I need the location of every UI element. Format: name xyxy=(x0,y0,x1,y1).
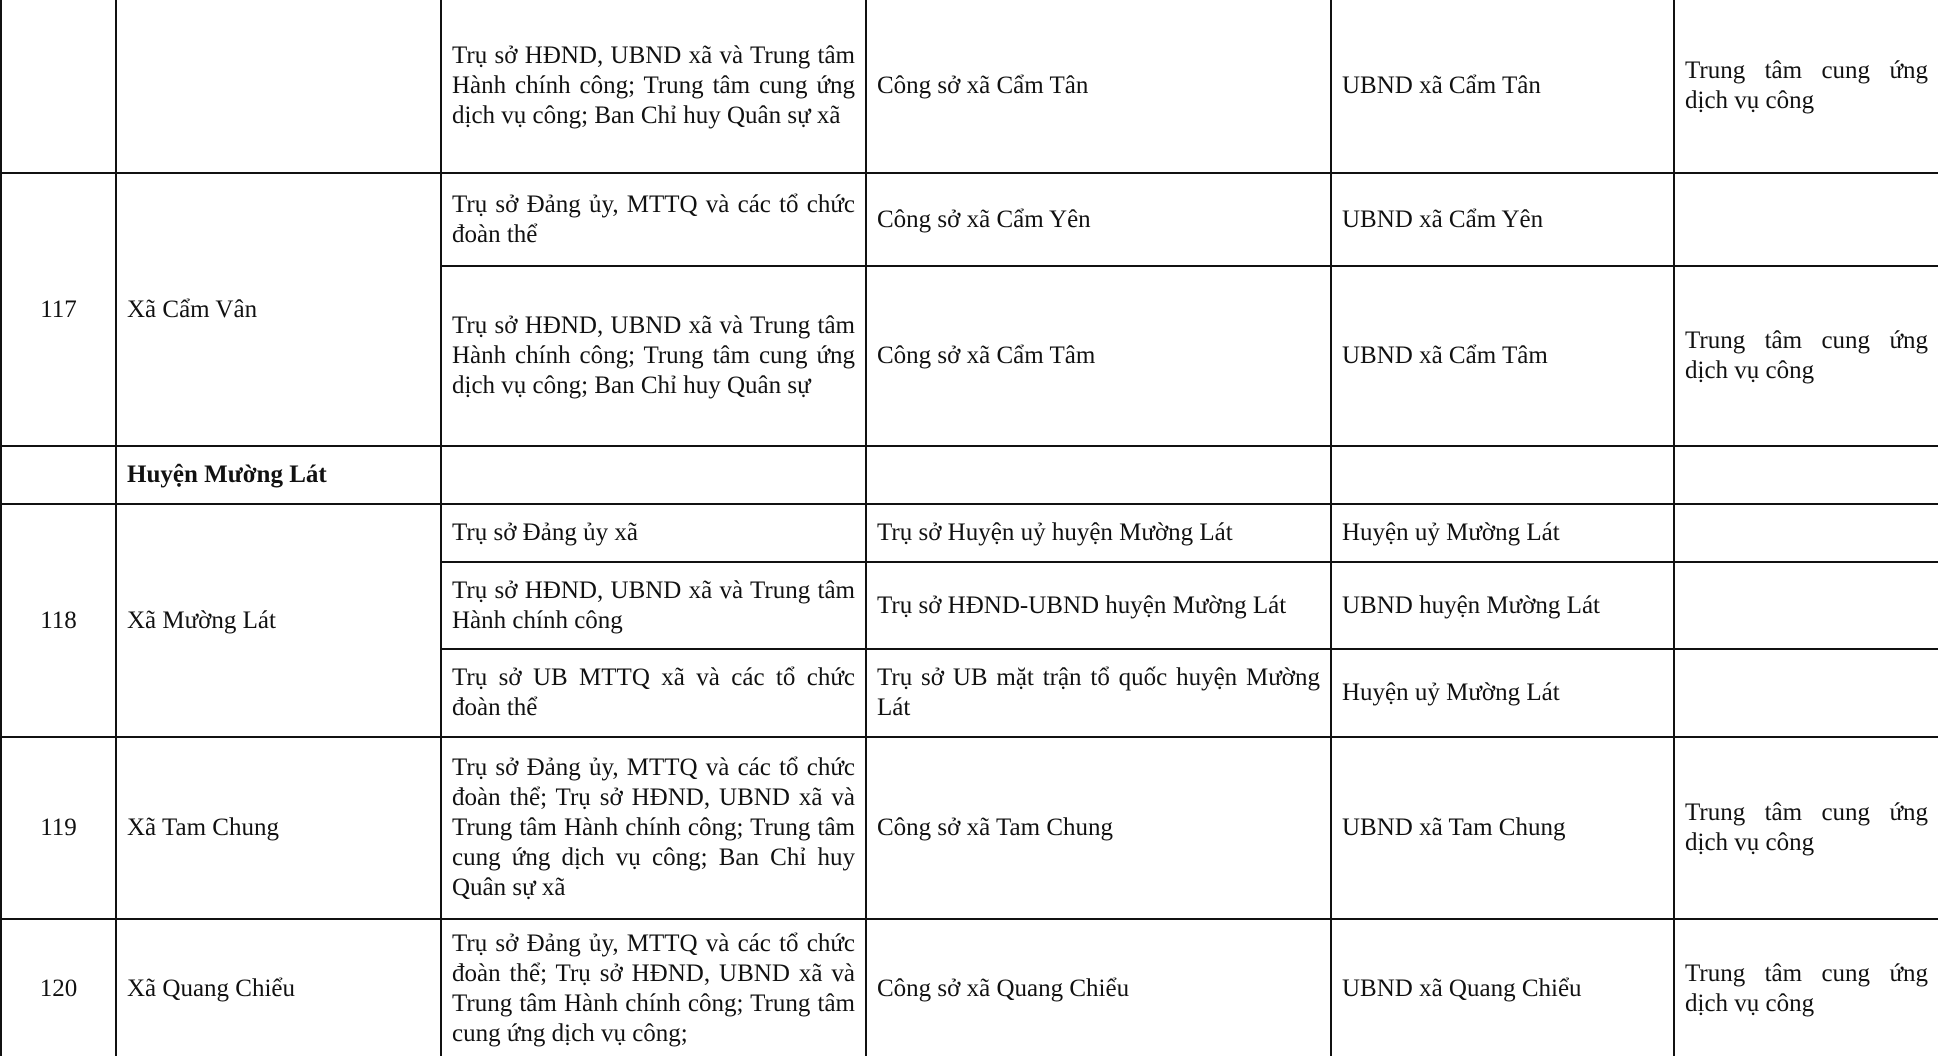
table-row xyxy=(1,504,1938,562)
facility-purpose-cell: Trụ sở Đảng ủy, MTTQ và các tổ chức đoàn thể; Trụ sở HĐND, UBND xã và Trung tâm Hành chính công; Trung tâm cung ứng dịch vụ công; Ban Chỉ huy Quân sự xã xyxy=(441,737,866,919)
note-cell xyxy=(1674,446,1938,504)
district-header-row xyxy=(1,446,1938,504)
current-building-cell: Trụ sở HĐND-UBND huyện Mường Lát xyxy=(866,562,1331,649)
table-row xyxy=(1,737,1938,919)
current-building-cell: Công sở xã Quang Chiểu xyxy=(866,919,1331,1056)
managing-unit-cell: Huyện uỷ Mường Lát xyxy=(1331,649,1674,737)
current-building-cell: Trụ sở Huyện uỷ huyện Mường Lát xyxy=(866,504,1331,562)
managing-unit-cell: UBND xã Cẩm Tâm xyxy=(1331,266,1674,446)
current-building-cell: Công sở xã Cẩm Tâm xyxy=(866,266,1331,446)
managing-unit-cell: UBND huyện Mường Lát xyxy=(1331,562,1674,649)
note-cell xyxy=(1674,173,1938,266)
table-row xyxy=(1,173,1938,266)
commune-name-cell xyxy=(116,0,441,173)
facility-purpose-cell: Trụ sở HĐND, UBND xã và Trung tâm Hành chính công; Trung tâm cung ứng dịch vụ công; Ban Chỉ huy Quân sự xyxy=(441,266,866,446)
managing-unit-cell: UBND xã Cẩm Tân xyxy=(1331,0,1674,173)
managing-unit-cell xyxy=(1331,446,1674,504)
note-cell xyxy=(1674,649,1938,737)
note-cell: Trung tâm cung ứng dịch vụ công xyxy=(1674,266,1938,446)
table-row xyxy=(1,0,1938,173)
current-building-cell: Trụ sở UB mặt trận tổ quốc huyện Mường Lát xyxy=(866,649,1331,737)
facility-purpose-cell: Trụ sở HĐND, UBND xã và Trung tâm Hành chính công; Trung tâm cung ứng dịch vụ công; Ban Chỉ huy Quân sự xã xyxy=(441,0,866,173)
row-number-cell xyxy=(1,0,116,173)
commune-name-cell: Xã Tam Chung xyxy=(116,737,441,919)
facility-purpose-cell: Trụ sở Đảng ủy, MTTQ và các tổ chức đoàn thể xyxy=(441,173,866,266)
note-cell xyxy=(1674,562,1938,649)
facility-purpose-cell: Trụ sở HĐND, UBND xã và Trung tâm Hành chính công xyxy=(441,562,866,649)
managing-unit-cell: Huyện uỷ Mường Lát xyxy=(1331,504,1674,562)
commune-name-cell: Xã Mường Lát xyxy=(116,504,441,737)
current-building-cell: Công sở xã Cẩm Yên xyxy=(866,173,1331,266)
note-cell: Trung tâm cung ứng dịch vụ công xyxy=(1674,737,1938,919)
note-cell xyxy=(1674,504,1938,562)
facility-purpose-cell: Trụ sở UB MTTQ xã và các tổ chức đoàn thể xyxy=(441,649,866,737)
current-building-cell: Công sở xã Cẩm Tân xyxy=(866,0,1331,173)
row-number-cell: 117 xyxy=(1,173,116,446)
facility-purpose-cell: Trụ sở Đảng ủy xã xyxy=(441,504,866,562)
note-cell: Trung tâm cung ứng dịch vụ công xyxy=(1674,0,1938,173)
managing-unit-cell: UBND xã Tam Chung xyxy=(1331,737,1674,919)
row-number-cell xyxy=(1,446,116,504)
table-row xyxy=(1,919,1938,1056)
facility-purpose-cell xyxy=(441,446,866,504)
managing-unit-cell: UBND xã Cẩm Yên xyxy=(1331,173,1674,266)
note-cell: Trung tâm cung ứng dịch vụ công xyxy=(1674,919,1938,1056)
row-number-cell: 120 xyxy=(1,919,116,1056)
commune-name-cell: Xã Cẩm Vân xyxy=(116,173,441,446)
row-number-cell: 119 xyxy=(1,737,116,919)
current-building-cell xyxy=(866,446,1331,504)
row-number-cell: 118 xyxy=(1,504,116,737)
facility-purpose-cell: Trụ sở Đảng ủy, MTTQ và các tổ chức đoàn thể; Trụ sở HĐND, UBND xã và Trung tâm Hành chính công; Trung tâm cung ứng dịch vụ công; xyxy=(441,919,866,1056)
commune-name-cell: Xã Quang Chiểu xyxy=(116,919,441,1056)
district-name-cell: Huyện Mường Lát xyxy=(116,446,441,504)
current-building-cell: Công sở xã Tam Chung xyxy=(866,737,1331,919)
managing-unit-cell: UBND xã Quang Chiểu xyxy=(1331,919,1674,1056)
